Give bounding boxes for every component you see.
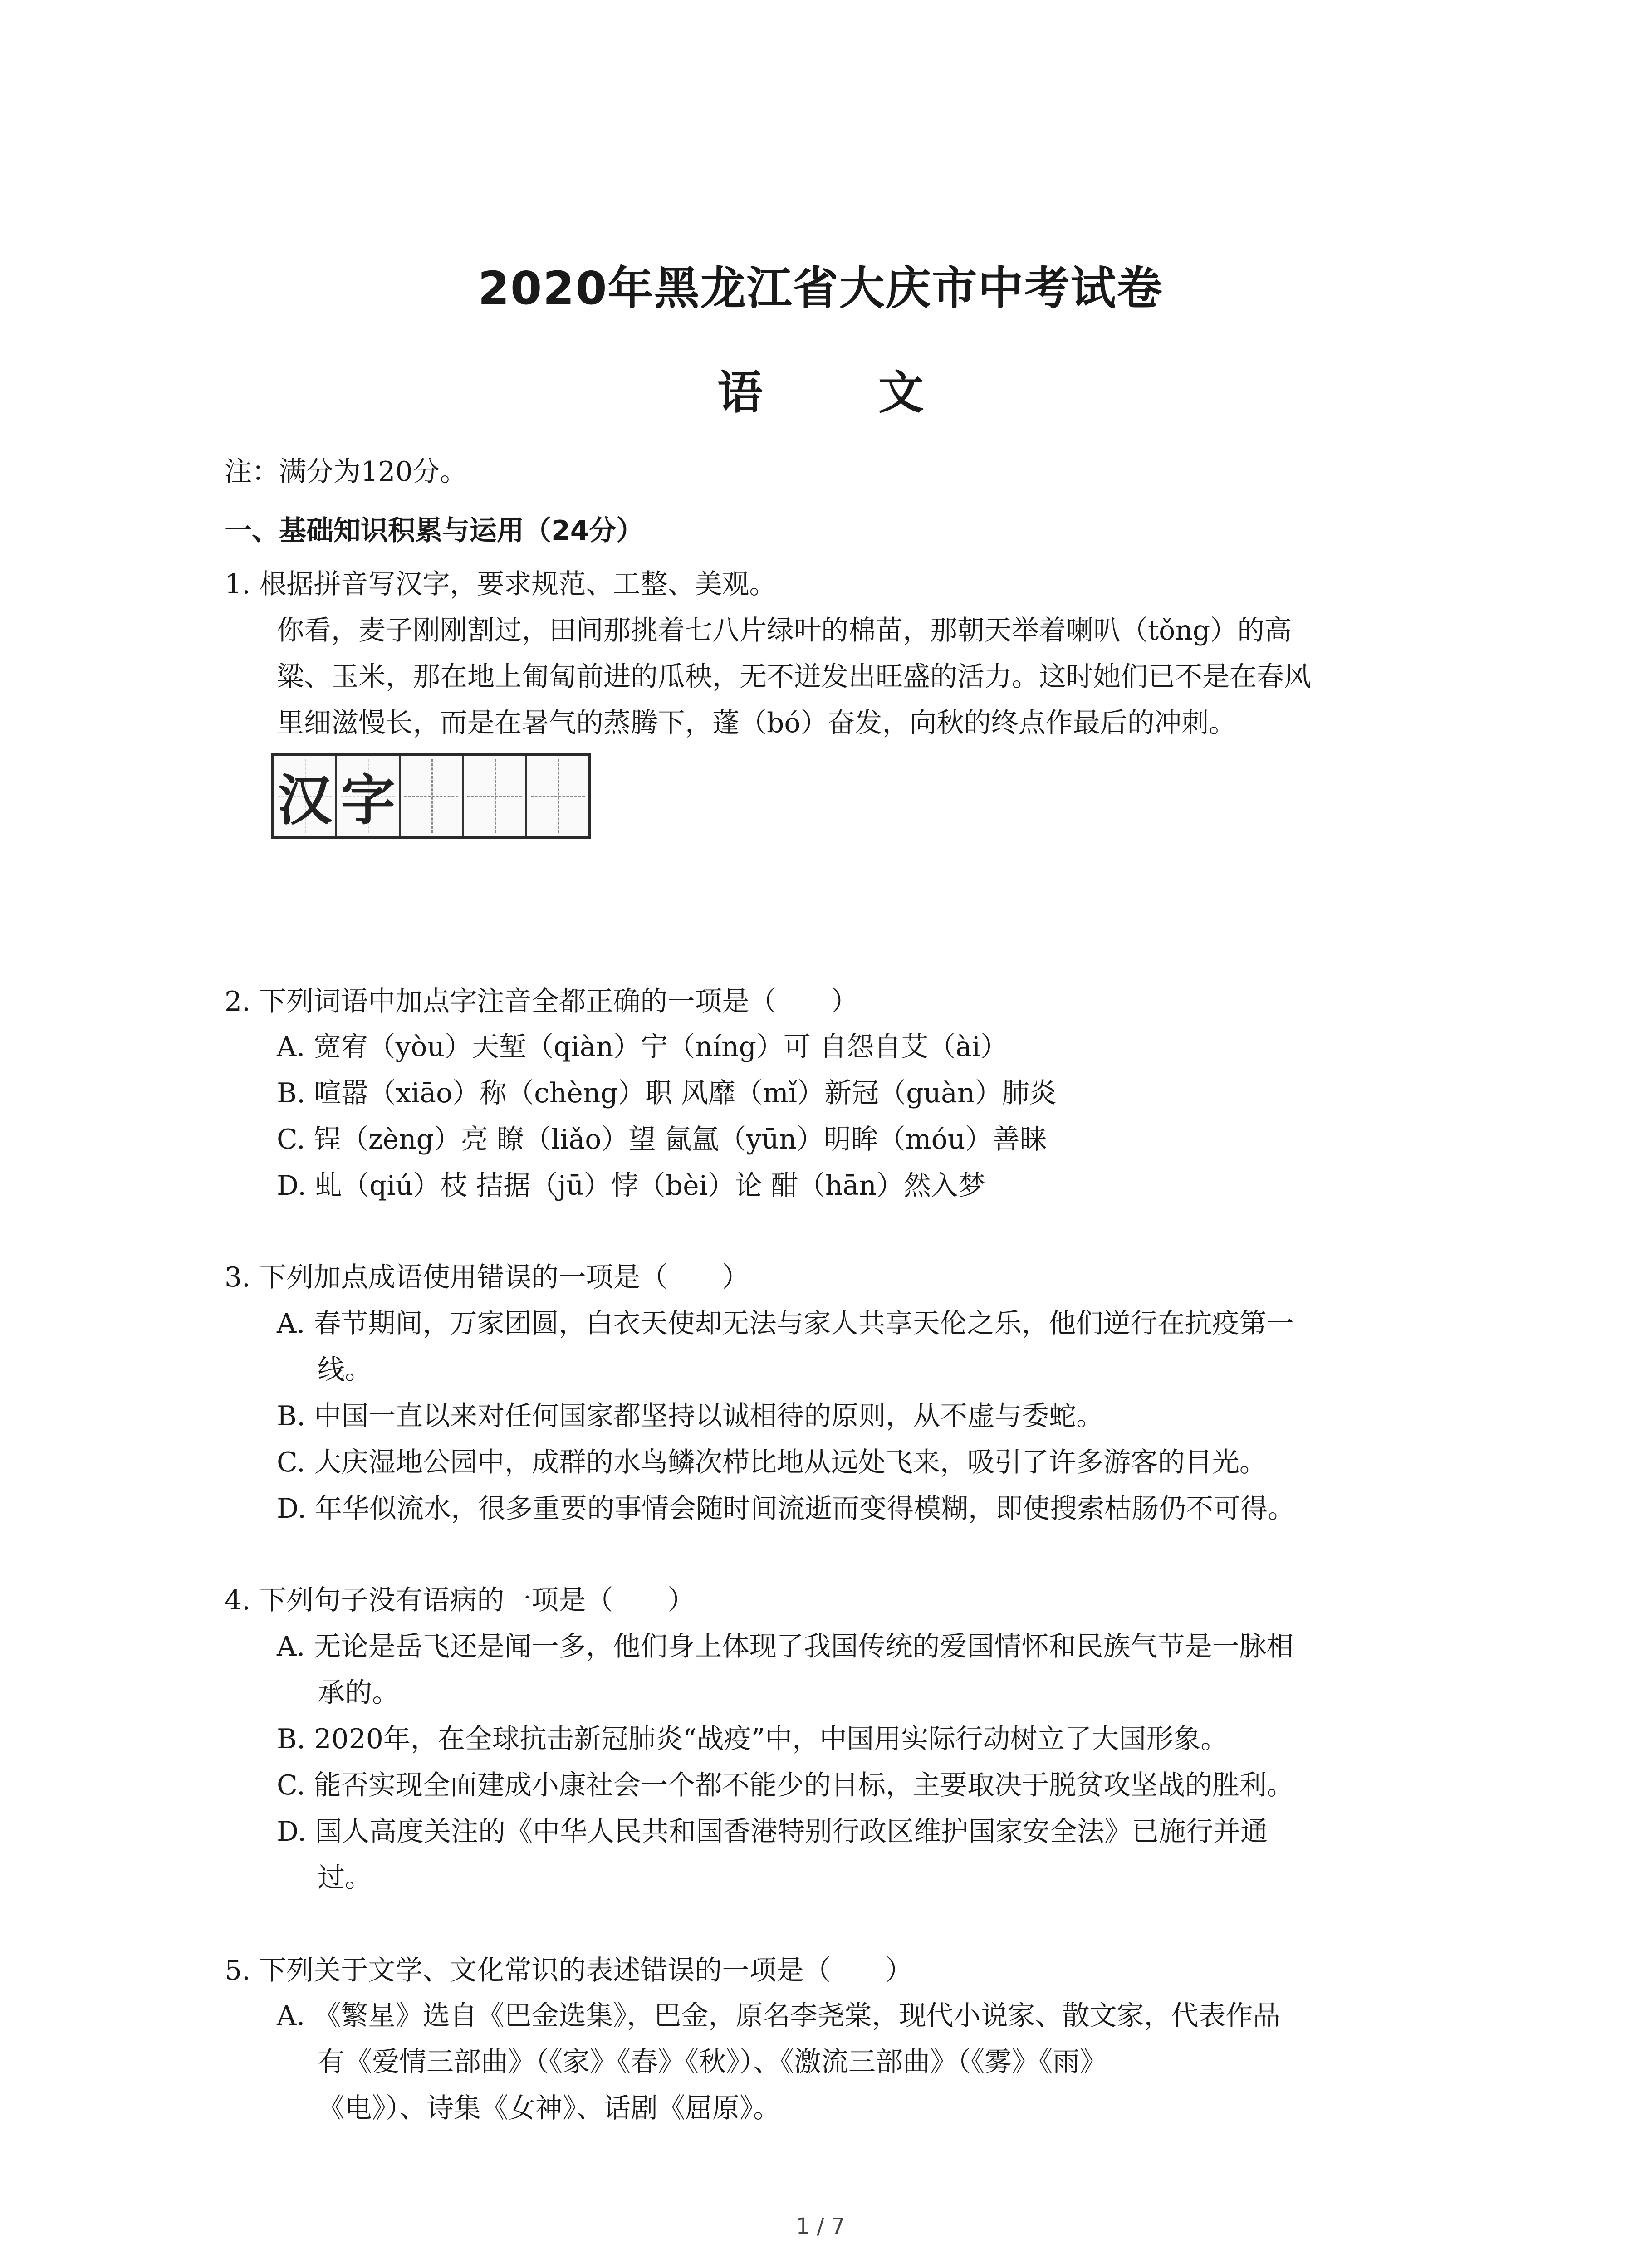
score-note: 注：满分为120分。 xyxy=(225,456,467,488)
q4-option-d: D. 国人高度关注的《中华人民共和国香港特别行政区维护国家安全法》已施行并通 xyxy=(277,1816,1268,1848)
page-number: 1 / 7 xyxy=(796,2214,845,2239)
q5-option-a-cont: 《电》）、诗集《女神》、话剧《屈原》。 xyxy=(318,2092,780,2124)
q4-option-b: B. 2020年，在全球抗击新冠肺炎“战疫”中，中国用实际行动树立了大国形象。 xyxy=(277,1723,1228,1755)
q5-option-a-cont: 有《爱情三部曲》（《家》《春》《秋》）、《激流三部曲》（《雾》《雨》 xyxy=(318,2046,1107,2078)
grid-cell: 字 xyxy=(337,756,400,836)
q2-option-b: B. 喧嚣（xiāo）称（chèng）职 风靡（mǐ）新冠（guàn）肺炎 xyxy=(277,1077,1057,1109)
q2-stem: 2. 下列词语中加点字注音全都正确的一项是（ ） xyxy=(225,986,858,1017)
q3-option-c: C. 大庆湿地公园中，成群的水鸟鳞次栉比地从远处飞来，吸引了许多游客的目光。 xyxy=(277,1447,1267,1478)
q1-passage-line: 你看，麦子刚刚割过，田间那挑着七八片绿叶的棉苗，那朝天举着喇叭（tǒng）的高 xyxy=(277,615,1292,646)
exam-title: 2020年黑龙江省大庆市中考试卷 xyxy=(478,262,1163,315)
q1-stem: 1. 根据拼音写汉字，要求规范、工整、美观。 xyxy=(225,568,777,600)
section-heading: 一、基础知识积累与运用（24分） xyxy=(225,515,644,547)
q2-option-d: D. 虬（qiú）枝 拮据（jū）悖（bèi）论 酣（hān）然入梦 xyxy=(277,1170,985,1202)
q4-option-a-cont: 承的。 xyxy=(318,1677,399,1709)
q5-stem: 5. 下列关于文学、文化常识的表述错误的一项是（ ） xyxy=(225,1955,913,1986)
q4-option-a: A. 无论是岳飞还是闻一多，他们身上体现了我国传统的爱国情怀和民族气节是一脉相 xyxy=(277,1631,1294,1662)
q2-option-a: A. 宽宥（yòu）天堑（qiàn）宁（níng）可 自怨自艾（ài） xyxy=(277,1031,1008,1063)
q4-option-d-cont: 过。 xyxy=(318,1862,372,1894)
grid-cell xyxy=(527,756,588,836)
q3-option-a-cont: 线。 xyxy=(318,1354,372,1386)
q2-option-c: C. 锃（zèng）亮 瞭（liǎo）望 氤氲（yūn）明眸（móu）善睐 xyxy=(277,1124,1047,1155)
grid-cell xyxy=(401,756,464,836)
grid-cell: 汉 xyxy=(274,756,337,836)
grid-cell xyxy=(464,756,527,836)
q3-option-b: B. 中国一直以来对任何国家都坚持以诚相待的原则，从不虚与委蛇。 xyxy=(277,1400,1104,1432)
q4-option-c: C. 能否实现全面建成小康社会一个都不能少的目标，主要取决于脱贫攻坚战的胜利。 xyxy=(277,1769,1294,1801)
q5-option-a: A. 《繁星》选自《巴金选集》，巴金，原名李尧棠，现代小说家、散文家，代表作品 xyxy=(277,2000,1280,2032)
q1-passage-line: 粱、玉米，那在地上匍匐前进的瓜秧，无不迸发出旺盛的活力。这时她们已不是在春风 xyxy=(277,661,1311,693)
q4-stem: 4. 下列句子没有语病的一项是（ ） xyxy=(225,1584,695,1616)
subject-title: 语 文 xyxy=(717,366,974,419)
q3-option-a: A. 春节期间，万家团圆，白衣天使却无法与家人共享天伦之乐，他们逆行在抗疫第一 xyxy=(277,1308,1294,1339)
q3-stem: 3. 下列加点成语使用错误的一项是（ ） xyxy=(225,1261,749,1293)
writing-grid xyxy=(271,753,591,839)
q3-option-d: D. 年华似流水，很多重要的事情会随时间流逝而变得模糊，即使搜索枯肠仍不可得。 xyxy=(277,1493,1295,1525)
q1-passage-line: 里细滋慢长，而是在暑气的蒸腾下，蓬（bó）奋发，向秋的终点作最后的冲刺。 xyxy=(277,707,1236,739)
